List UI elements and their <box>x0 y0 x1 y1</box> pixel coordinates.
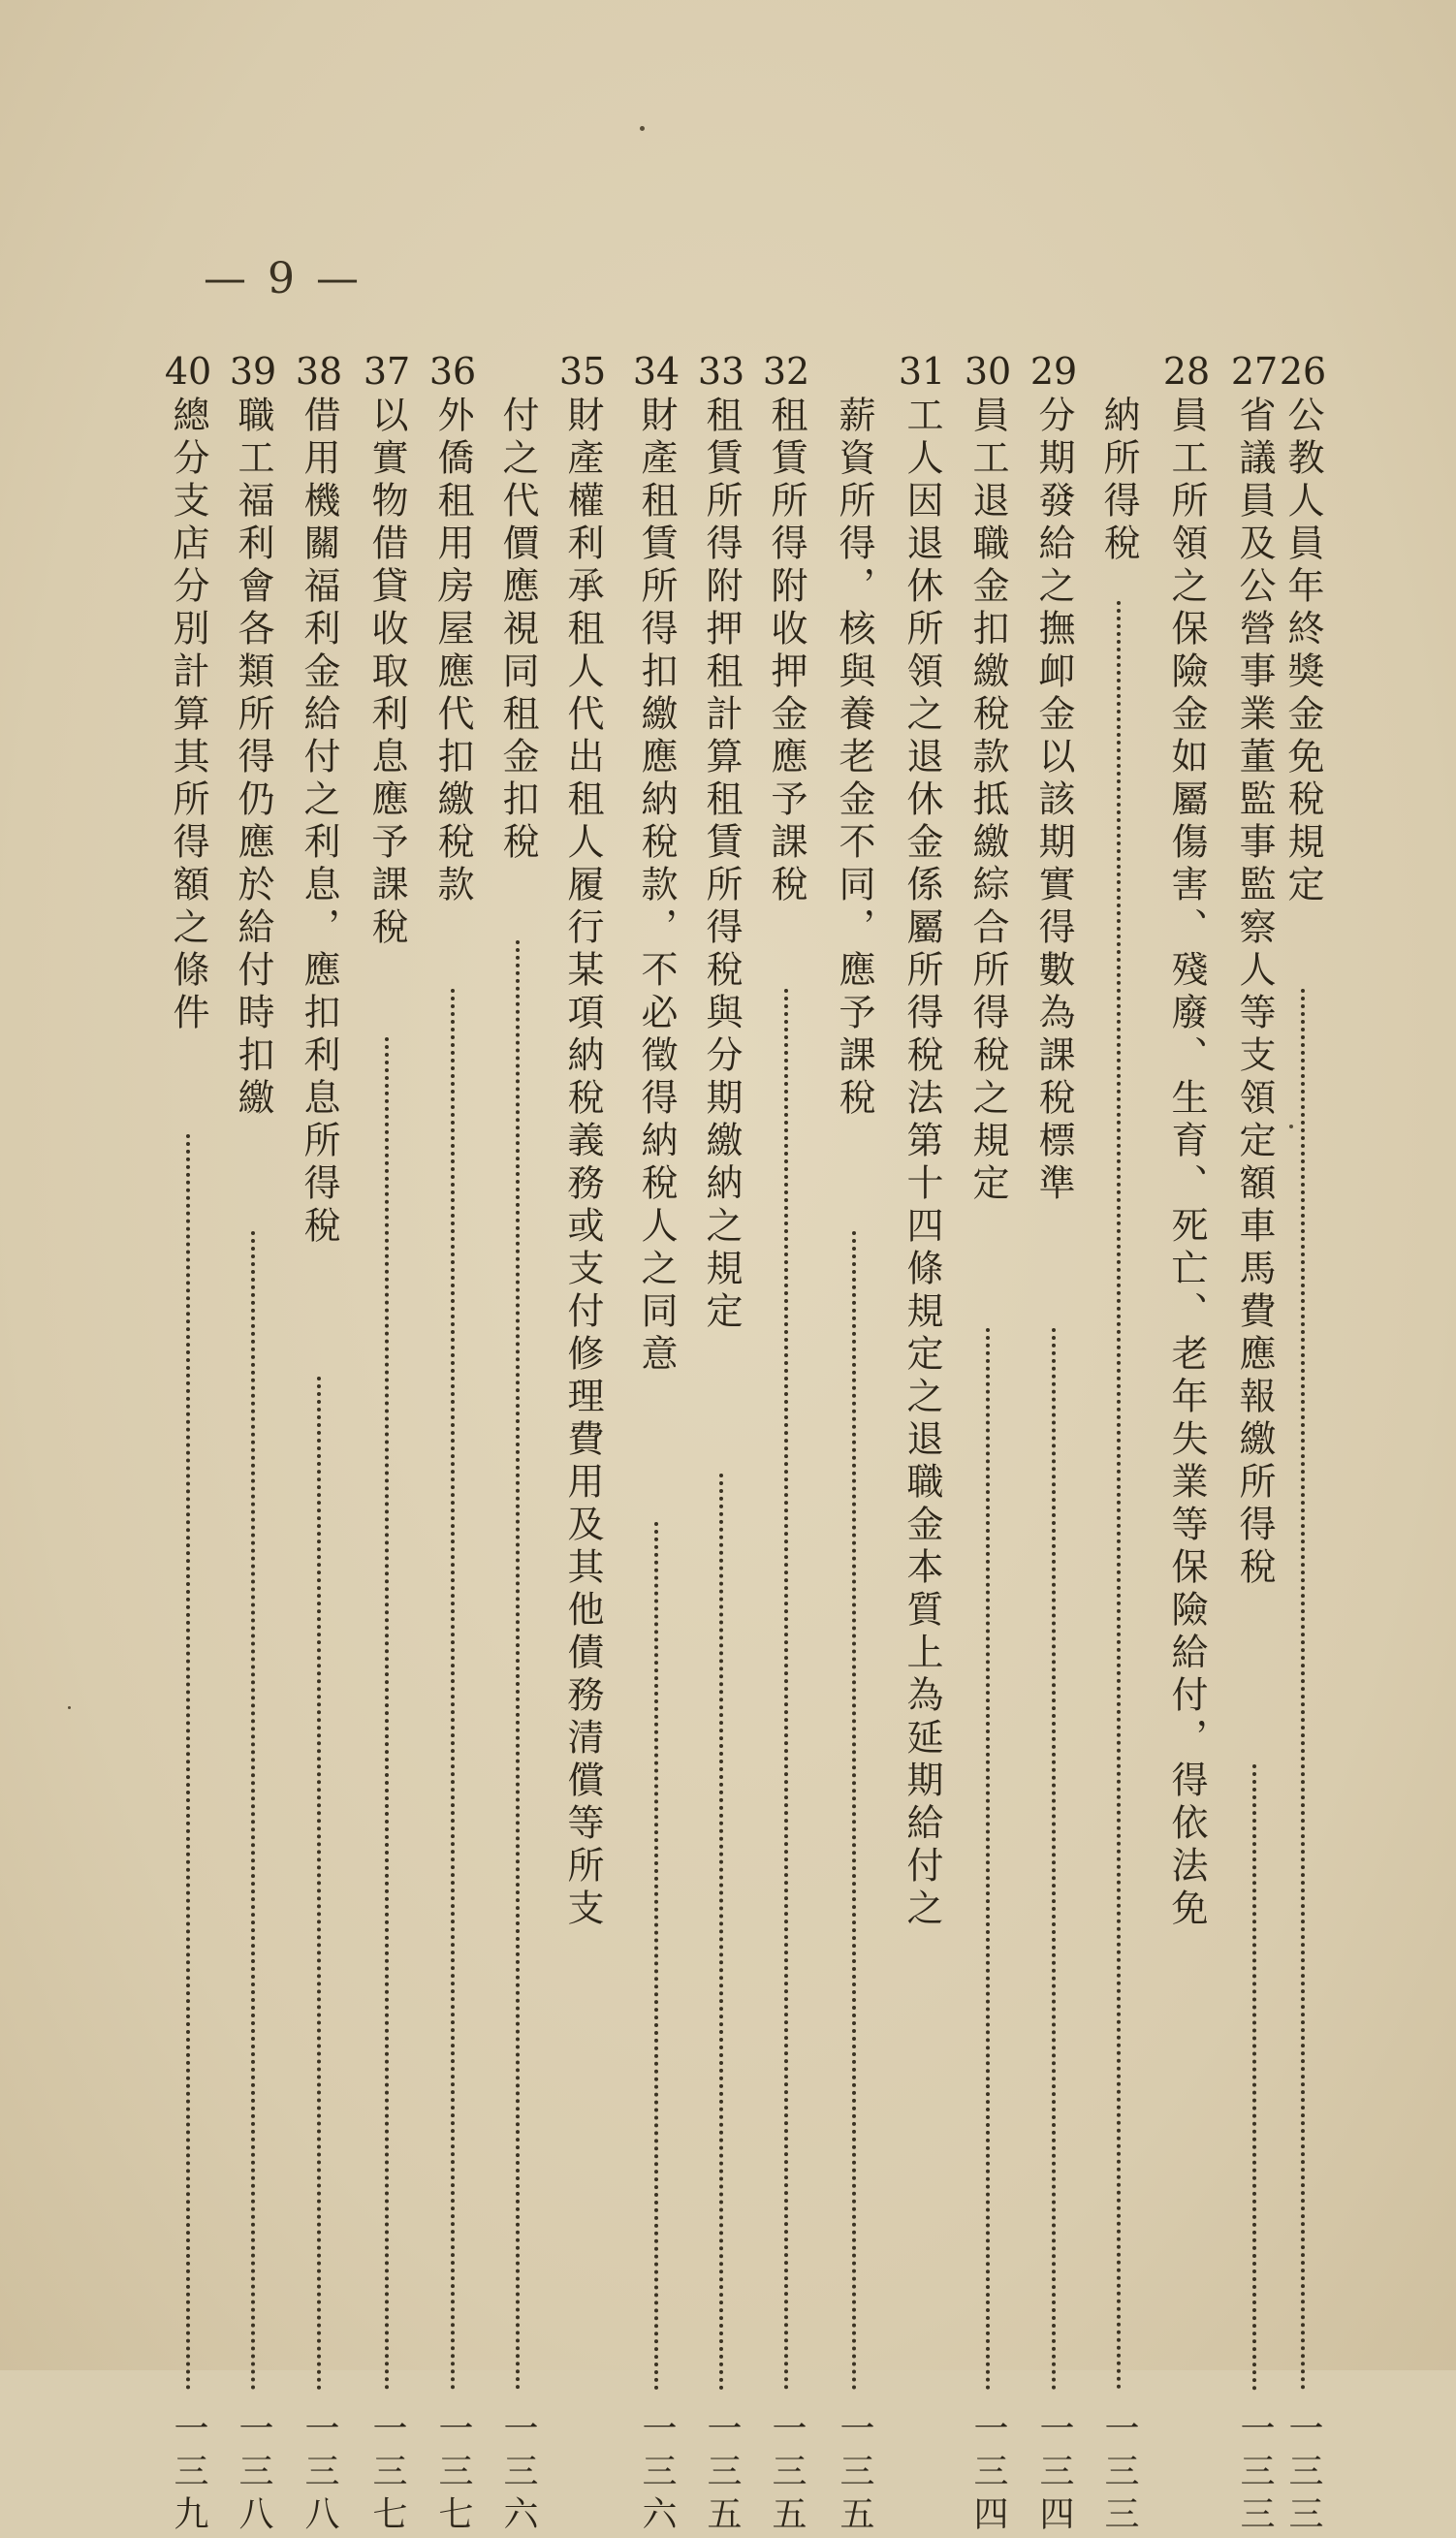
entry-title: 員工所領之保險金如屬傷害、殘廢、生育、死亡、老年失業等保險給付，得依法免 <box>1165 396 1208 1931</box>
paper-speck <box>640 126 645 131</box>
leader-dots <box>852 1231 860 2391</box>
entry-page-number: 一三五 <box>835 2410 874 2538</box>
entry-page-number: 一三四 <box>968 2410 1008 2538</box>
entry-title: 外僑租用房屋應代扣繳稅款 <box>431 396 474 907</box>
entry-number: 37 <box>363 350 411 393</box>
leader-dots <box>251 1231 259 2391</box>
leader-dots <box>986 1328 994 2391</box>
page-number: — 9 — <box>204 254 363 303</box>
entry-title: 財產租賃所得扣繳應納稅款，不必徵得納稅人之同意 <box>635 396 678 1377</box>
entry-page-number: 一三三 <box>1099 2410 1139 2538</box>
entry-number: 36 <box>428 350 477 393</box>
leader-dots <box>186 1134 194 2391</box>
entry-title: 納所得稅 <box>1097 396 1140 566</box>
leader-dots <box>385 1037 393 2391</box>
leader-dots <box>784 989 792 2391</box>
entry-title: 工人因退休所領之退休金係屬所得稅法第十四條規定之退職金本質上為延期給付之 <box>901 396 943 1931</box>
leader-dots <box>719 1474 727 2391</box>
entry-title: 借用機關福利金給付之利息，應扣利息所得稅 <box>298 396 340 1249</box>
entry-page-number: 一三六 <box>498 2410 538 2538</box>
entry-page-number: 一三三 <box>1283 2410 1323 2538</box>
entry-number: 33 <box>697 350 745 393</box>
leader-dots <box>451 989 459 2391</box>
entry-title: 職工福利會各類所得仍應於給付時扣繳 <box>232 396 274 1121</box>
entry-number: 40 <box>164 350 212 393</box>
entry-page-number: 一三三 <box>1235 2410 1275 2538</box>
leader-dots <box>654 1522 662 2391</box>
entry-title: 公教人員年終獎金免稅規定 <box>1282 396 1324 907</box>
entry-number: 31 <box>898 350 946 393</box>
entry-number: 32 <box>762 350 810 393</box>
entry-number: 34 <box>632 350 681 393</box>
entry-page-number: 一三七 <box>367 2410 407 2538</box>
entry-number: 27 <box>1230 350 1279 393</box>
entry-title: 以實物借貸收取利息應予課稅 <box>365 396 408 950</box>
leader-dots <box>1117 601 1124 2391</box>
leader-dots <box>317 1377 325 2391</box>
entry-title: 薪資所得，核與養老金不同，應予課稅 <box>833 396 875 1121</box>
entry-page-number: 一三五 <box>702 2410 742 2538</box>
entry-title: 財產權利承租人代出租人履行某項納稅義務或支付修理費用及其他債務清償等所支 <box>561 396 604 1931</box>
entry-title: 租賃所得附收押金應予課稅 <box>765 396 807 907</box>
entry-page-number: 一三九 <box>169 2410 208 2538</box>
entry-title: 付之代價應視同租金扣稅 <box>496 396 539 865</box>
entry-title: 員工退職金扣繳稅款抵繳綜合所得稅之規定 <box>966 396 1009 1206</box>
entry-title: 總分支店分別計算其所得額之條件 <box>167 396 209 1035</box>
entry-number: 39 <box>229 350 277 393</box>
entry-page-number: 一三八 <box>234 2410 273 2538</box>
leader-dots <box>1252 1764 1260 2391</box>
entry-number: 38 <box>295 350 343 393</box>
entry-number: 29 <box>1029 350 1078 393</box>
entry-number: 35 <box>558 350 607 393</box>
leader-dots <box>516 940 523 2391</box>
entry-title: 分期發給之撫卹金以該期實得數為課稅標準 <box>1032 396 1075 1206</box>
entry-title: 省議員及公營事業董監事監察人等支領定額車馬費應報繳所得稅 <box>1233 396 1276 1590</box>
entry-title: 租賃所得附押租計算租賃所得稅與分期繳納之規定 <box>700 396 743 1334</box>
entry-page-number: 一三八 <box>300 2410 339 2538</box>
paper-speck <box>68 1706 71 1709</box>
leader-dots <box>1052 1328 1060 2391</box>
entry-page-number: 一三六 <box>637 2410 677 2538</box>
entry-page-number: 一三七 <box>433 2410 473 2538</box>
entry-page-number: 一三四 <box>1034 2410 1074 2538</box>
paper-speck <box>1289 1125 1293 1128</box>
entry-page-number: 一三五 <box>767 2410 807 2538</box>
entry-number: 30 <box>964 350 1012 393</box>
entry-number: 26 <box>1279 350 1327 393</box>
entry-number: 28 <box>1162 350 1211 393</box>
leader-dots <box>1301 989 1309 2391</box>
